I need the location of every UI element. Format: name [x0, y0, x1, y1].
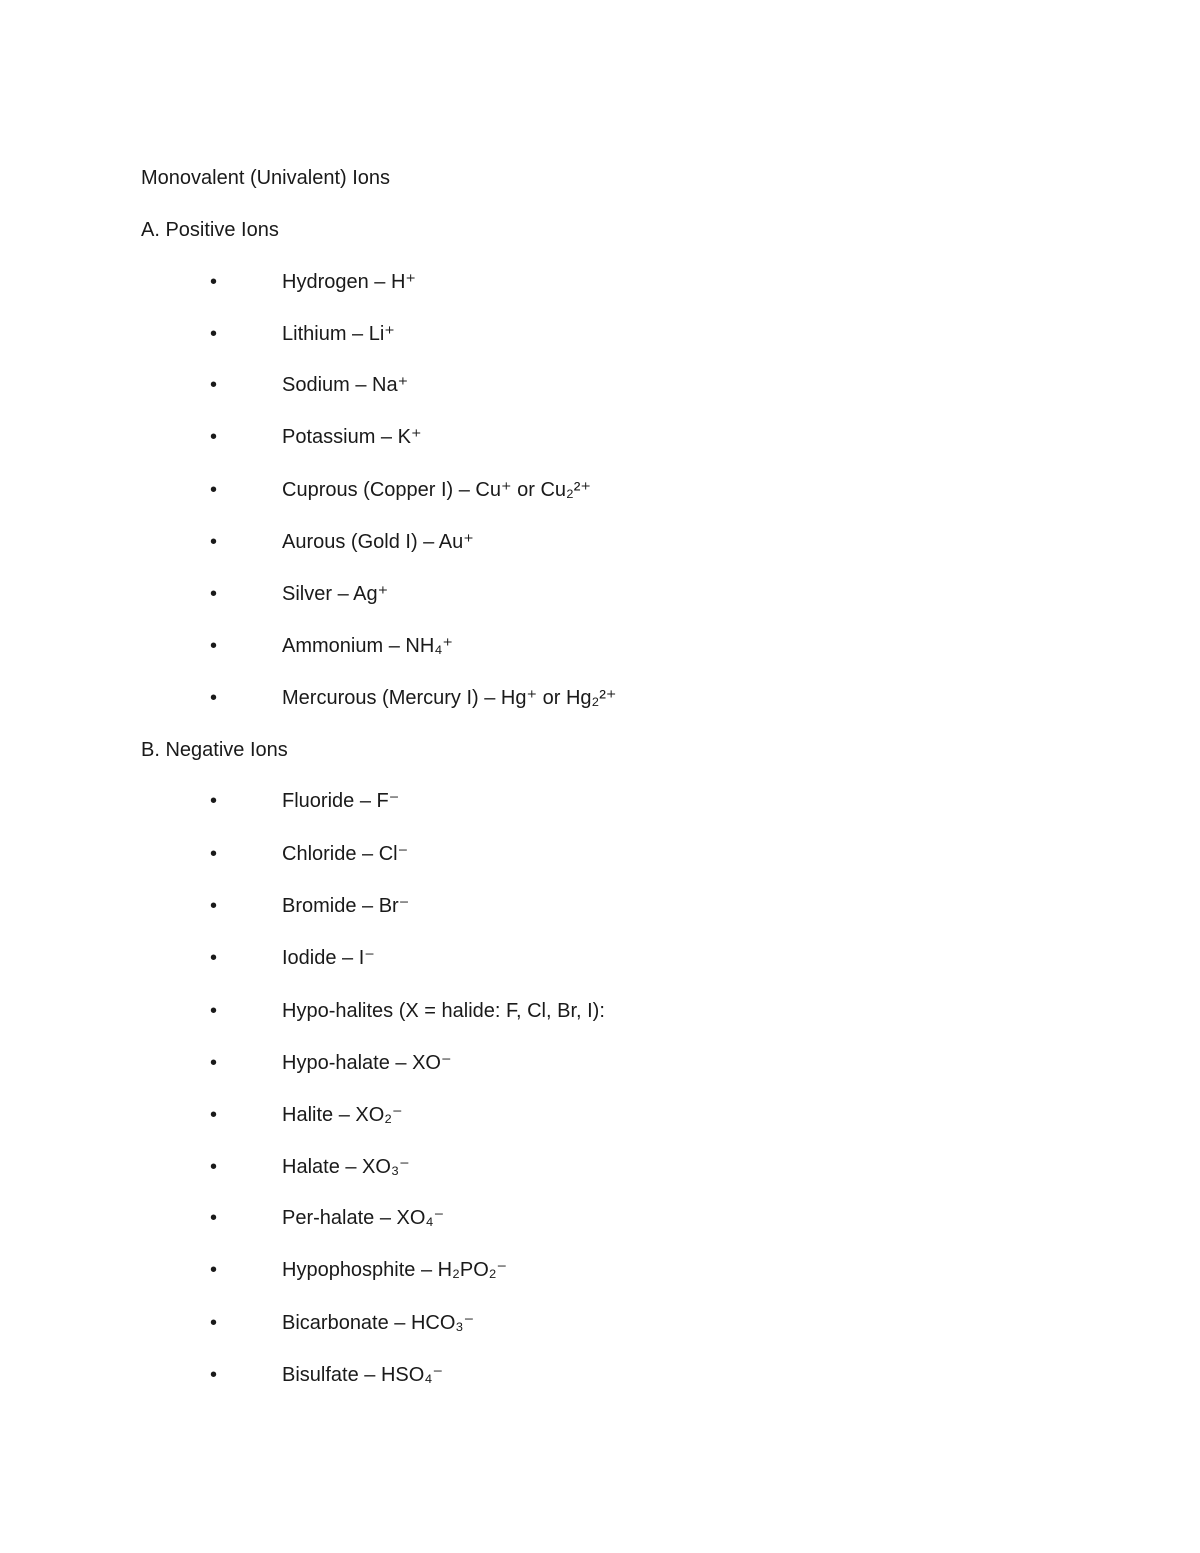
bullet-icon: • [210, 843, 218, 865]
list-item: Sodium – Na⁺ [282, 374, 409, 396]
list-item: Mercurous (Mercury I) – Hg⁺ or Hg₂²⁺ [282, 687, 617, 709]
list-item: Hypo-halate – XO⁻ [282, 1052, 452, 1074]
bullet-icon: • [210, 374, 218, 396]
bullet-icon: • [210, 1052, 218, 1074]
list-item: Halate – XO₃⁻ [282, 1156, 410, 1178]
list-item: Cuprous (Copper I) – Cu⁺ or Cu₂²⁺ [282, 479, 591, 501]
list-item: Per-halate – XO₄⁻ [282, 1207, 445, 1229]
list-item: Hydrogen – H⁺ [282, 271, 416, 293]
bullet-icon: • [210, 583, 218, 605]
list-item: Lithium – Li⁺ [282, 323, 395, 345]
list-item: Fluoride – F⁻ [282, 790, 400, 812]
bullet-icon: • [210, 271, 218, 293]
bullet-icon: • [210, 1000, 218, 1022]
list-item: Hypo-halites (X = halide: F, Cl, Br, I): [282, 1000, 605, 1022]
section-heading-positive-ions: A. Positive Ions [141, 219, 279, 241]
list-item: Bicarbonate – HCO₃⁻ [282, 1312, 475, 1334]
bullet-icon: • [210, 947, 218, 969]
bullet-icon: • [210, 635, 218, 657]
list-item: Aurous (Gold I) – Au⁺ [282, 531, 474, 553]
bullet-icon: • [210, 1259, 218, 1281]
bullet-icon: • [210, 1207, 218, 1229]
bullet-icon: • [210, 1312, 218, 1334]
list-item: Potassium – K⁺ [282, 426, 422, 448]
bullet-icon: • [210, 531, 218, 553]
list-item: Bisulfate – HSO₄⁻ [282, 1364, 444, 1386]
bullet-icon: • [210, 895, 218, 917]
bullet-icon: • [210, 687, 218, 709]
list-item: Ammonium – NH₄⁺ [282, 635, 453, 657]
bullet-icon: • [210, 479, 218, 501]
bullet-icon: • [210, 323, 218, 345]
list-item: Bromide – Br⁻ [282, 895, 410, 917]
bullet-icon: • [210, 426, 218, 448]
list-item: Chloride – Cl⁻ [282, 843, 409, 865]
list-item: Iodide – I⁻ [282, 947, 375, 969]
bullet-icon: • [210, 1104, 218, 1126]
bullet-icon: • [210, 1156, 218, 1178]
document-title: Monovalent (Univalent) Ions [141, 167, 391, 189]
bullet-icon: • [210, 790, 218, 812]
list-item: Hypophosphite – H₂PO₂⁻ [282, 1259, 508, 1281]
bullet-icon: • [210, 1364, 218, 1386]
list-item: Silver – Ag⁺ [282, 583, 389, 605]
list-item: Halite – XO₂⁻ [282, 1104, 403, 1126]
section-heading-negative-ions: B. Negative Ions [141, 739, 288, 761]
